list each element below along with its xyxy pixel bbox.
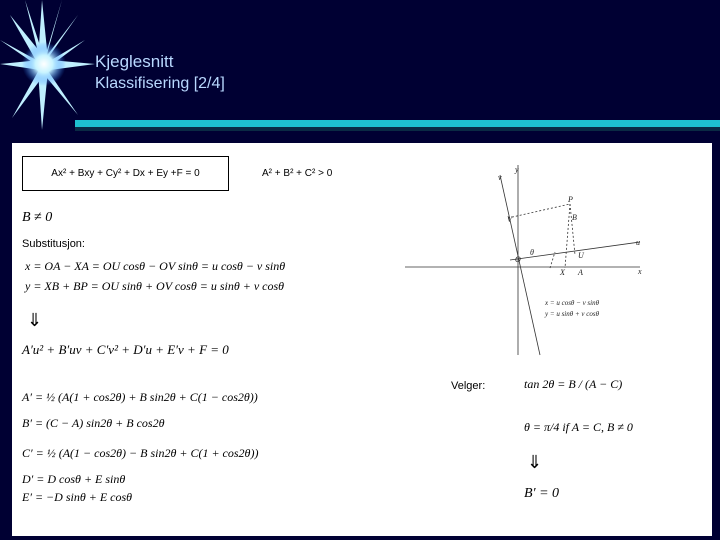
general-equation-box [22,156,229,191]
fig-label: y [515,165,519,174]
v-axis [500,175,540,355]
star-logo [0,0,110,135]
fig-label: B [572,213,577,222]
fig-eq-y: y = u sinθ + v cosθ [545,310,600,318]
slide-subtitle: Klassifisering [2/4] [95,75,225,92]
b-prime-result: B′ = 0 [524,486,560,501]
fig-label: θ [530,248,534,257]
b-nonzero: B ≠ 0 [22,210,53,225]
fig-label: V [507,215,512,224]
fig-label: v [498,173,502,182]
coefficient-condition: A² + B² + C² > 0 [262,168,333,179]
eq-y: y = XB + BP = OU sinθ + OV cosθ = u sinθ + v cosθ [25,279,285,293]
rotation-figure [400,160,650,360]
fig-label: O [515,255,521,264]
general-equation: Ax² + Bxy + Cy² + Dx + Ey +F = 0 [51,168,200,179]
theta-equation: θ = π/4 if A = C, B ≠ 0 [524,420,633,434]
velger-label: Velger: [451,380,486,392]
a-prime-equation: A′ = ½ (A(1 + cos2θ) + B sin2θ + C(1 − cos2θ)) [22,390,258,404]
b-prime-equation: B′ = (C − A) sin2θ + B cos2θ [22,416,165,430]
transformed-equation: A′u² + B′uv + C′v² + D′u + E′v + F = 0 [22,342,229,357]
implies-arrow: ⇓ [27,310,43,330]
tan-equation: tan 2θ = B / (A − C) [524,377,623,391]
fig-label: U [578,251,584,260]
fig-eq-x: x = u cosθ − v sinθ [545,299,600,307]
eq-x: x = OA − XA = OU cosθ − OV sinθ = u cosθ − v sinθ [25,259,286,273]
fig-label: X [560,268,565,277]
header-rule [75,120,720,127]
fig-label: A [578,268,583,277]
implies-arrow-2: ⇓ [527,452,543,472]
d-prime-equation: D′ = D cosθ + E sinθ [22,472,126,486]
header-rule-shadow [75,127,720,131]
c-prime-equation: C′ = ½ (A(1 − cos2θ) − B sin2θ + C(1 + cos2θ)) [22,446,259,460]
slide-title: Kjeglesnitt [95,52,174,71]
fig-label: x [638,267,642,276]
substitution-label: Substitusjon: [22,238,85,250]
e-prime-equation: E′ = −D sinθ + E cosθ [22,490,133,504]
fig-label: P [568,195,573,204]
fig-label: u [636,238,640,247]
